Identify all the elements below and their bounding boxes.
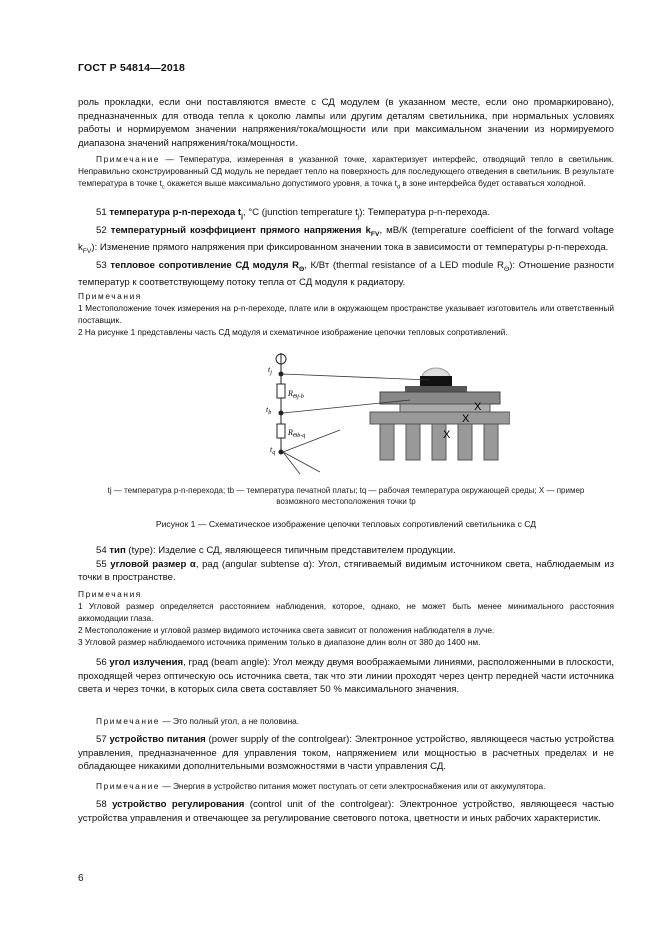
node-tq [279,450,283,454]
notes-label: Примечания [78,291,142,301]
term-definition-2: ): Температура p-n-перехода. [359,207,490,218]
led-chip [420,376,452,386]
term-56 [78,656,614,697]
term-name: тепловое сопротивление СД модуля R [110,259,300,271]
term-definition: , рад (angular subtense α): Угол, стягиваемый видимым источником света, наблюдаемым из точки в пространстве. [78,558,614,584]
term-54 [78,544,614,558]
term-definition: (type): Изделие с СД, являющееся типичным представителем продукции. [125,545,456,556]
note-text: — Температура, измеренная в указанной точке, характеризует интерфейс, отводящий тепло в светильник. Неправильно сконструированный СД модуль не передает тепло на поверхность для последующего отведения в светильник. В результате температура в точке t [78,154,614,188]
notes-53-label [78,290,614,302]
led-substrate [405,386,467,392]
term-51: 51 температура p-n-перехода $t_j$, °С (junction temperature $t_j$): Температура p-n-перехода. [96,207,490,220]
term-number: 51 [96,207,107,218]
note-56 [78,715,614,727]
note-55-2: 2 Местоположение и угловой размер видимого источника света зависит от положения наблюдателя в луче. [78,625,495,635]
term-57 [78,733,614,774]
notes-label: Примечания [78,589,142,599]
heatsink-fin [406,424,420,460]
note-55-1: 1 Угловой размер определяется расстоянием наблюдения, которое, однако, не может быть менее минимального расстояния аккомодации глаза. [78,601,614,623]
term-number: 54 [96,545,107,556]
note-text: — Энергия в устройство питания может поступать от сети электроснабжения или от аккумулятора. [160,781,546,791]
circuit-board [380,392,500,404]
cross-mark: X [462,413,470,425]
label-r1: $R_{\Theta j-b}$ [288,389,304,400]
term-definition-2: ): Изменение прямого напряжения при фиксированном значении тока в зависимости от температуры p-n-перехода. [91,242,609,253]
heatsink-fin [484,424,498,460]
term-number: 52 [96,224,107,236]
term-name: температура p-n-перехода t [109,207,242,218]
note-label: Примечание [96,781,161,791]
note-57 [78,780,614,792]
term-name: угловой размер α [110,558,196,570]
heatsink-base [370,412,510,424]
node-tb [279,411,283,415]
term-definition: , °С (junction temperature t [242,207,358,218]
note-label: Примечание [96,716,161,726]
label-r2: $R_{\Theta b-q}$ [288,428,306,439]
term-number: 53 [96,259,107,271]
term-name: устройство питания [109,734,206,745]
term-definition-2: ): Отношение разности температур к соответствующему потоку тепла от СД модуля к радиатору. [78,259,614,288]
note-53-2: 2 На рисунке 1 представлены часть СД модуля и схематичное изображение цепочки тепловых сопротивлений. [78,327,508,337]
page-header: ГОСТ Р 54814—2018 [78,62,186,74]
cross-mark: X [474,401,482,413]
resistor-r2 [277,424,285,438]
term-number: 57 [96,734,107,745]
term-definition: (power supply of the controlgear): Электронное устройство, являющееся частью устройства управления, предназначенное для управления током, напряжением или мощностью в расчетных пределах и не обладающее никакими дополнительными возможностями в части управления СД. [78,734,614,773]
term-53: 53 тепловое сопротивление СД модуля $R_\Theta$, К/Вт (thermal resistance of a LED module $R_\Theta$): Отношение разности температур к соответствующему потоку тепла от СД модуля к радиатору. [78,259,614,288]
thermal-circuit [276,353,286,454]
term-name: угол излучения [109,657,184,668]
figure-legend-2: возможного местоположения точки tp [276,497,416,506]
note-text-3: в зоне интерфейса будет оставаться холодной. [400,178,586,188]
note-text-2: окажется выше максимально допустимого уровня, а точка t [164,178,397,188]
note-label: Примечание [96,154,161,164]
notes-55-label [78,588,614,600]
term-55 [78,558,614,585]
term-name: тип [109,545,126,556]
node-tj [279,372,283,376]
term-58 [78,798,614,825]
heatsink-fin [380,424,394,460]
note-53-1: 1 Местоположение точек измерения на p-n-переходе, плате или в окружающем пространстве указывает изготовитель или ответственный поставщик. [78,303,614,325]
led-module [370,368,510,460]
note-temperature: Примечание — Температура, измеренная в указанной точке, характеризует интерфейс, отводящий тепло в светильник. Неправильно сконструированный СД модуль не передает тепло на поверхность для последующего отведения в светильник. В результате температура в точке $t_с$ окажется выше максимально допустимого уровня, а точка $t_d$ в зоне интерфейса будет оставаться холодной. [78,154,614,191]
figure-title: Рисунок 1 — Схематическое изображение цепочки тепловых сопротивлений светильника с СД [155,519,537,529]
label-tj: $t_j$ [268,365,272,376]
term-name: устройство регулирования [112,799,245,810]
cross-mark: X [443,429,451,441]
label-tq: $t_q$ [270,445,276,456]
term-number: 56 [96,657,107,668]
thermal-resistance-figure [260,350,510,480]
term-number: 55 [96,558,107,570]
heatsink-fin [458,424,472,460]
term-definition: (control unit of the controlgear): Электронное устройство, являющееся частью устройства управления и отвечающее за регулирование светового потока, цветности и иных рабочих характеристик. [78,799,615,824]
note-55-3: 3 Угловой размер наблюдаемого источника применим только в диапазоне длин волн от 380 до 1400 нм. [78,637,481,647]
term-definition: , К/Вт (thermal resistance of a LED module R [304,259,504,271]
term-name: температурный коэффициент прямого напряжения k [110,224,371,236]
page-number: 6 [78,873,84,884]
term-number: 58 [96,799,107,810]
figure-legend: tj — температура p-n-перехода; tb — температура печатной платы; tq — рабочая температура окружающей среды; X — пример [107,486,585,495]
intro-paragraph: роль прокладки, если они поставляются вместе с СД модулем (в указанном месте, если оно промаркировано), предназначенных для отвода тепла к цоколю лампы или другим деталям светильника, при нормальных условиях работы и нормируемом значении напряжения/тока/мощности или при максимальном значении из нормируемого диапазона значений напряжения/тока/мощности. [78,97,614,149]
resistor-r1 [277,384,285,398]
note-text: — Это полный угол, а не половина. [160,716,300,726]
term-definition: , град (beam angle): Угол между двумя воображаемыми линиями, расположенными в плоскости, проходящей через оптическую ось источника света, так что эти линии проходят через центр передней части источника света и через точки, в которых сила света составляет 50 % максимального значения. [78,657,614,696]
term-definition: , мВ/К (temperature coefficient of the forward voltage k [78,224,615,253]
label-tb: $t_b$ [266,405,272,416]
term-52: 52 температурный коэффициент прямого напряжения $k_{FV}$, мВ/К (temperature coefficient of the forward voltage $k_{FV}$): Изменение прямого напряжения при фиксированном значении тока в зависимости от температуры p-n-перехода. [78,224,615,255]
